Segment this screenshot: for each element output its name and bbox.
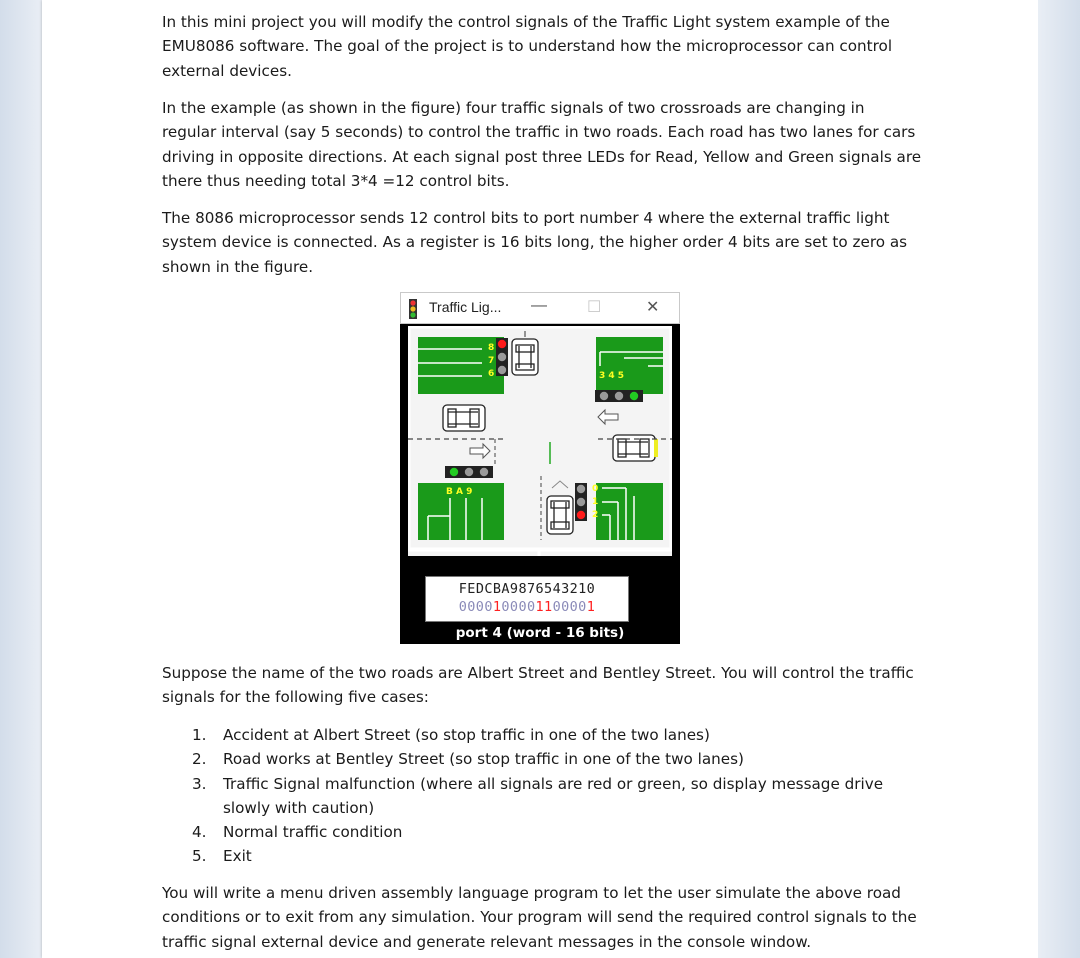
- close-button[interactable]: ✕: [646, 299, 660, 316]
- cases-list: [162, 723, 922, 869]
- bits-one: 1: [586, 599, 596, 615]
- bits-one: 1: [492, 599, 502, 615]
- list-text: Accident at Albert Street (so stop traffic in one of the two lanes): [223, 726, 710, 744]
- crossroad-scene: [408, 326, 672, 556]
- bits-zero: 0000: [501, 599, 536, 615]
- car-left: [443, 405, 485, 431]
- minimize-button[interactable]: —: [531, 297, 547, 314]
- traffic-light-window: [400, 292, 680, 644]
- list-text: Traffic Signal malfunction (where all signals are red or green, so display message drive slowly with caution): [223, 774, 884, 817]
- label-ba9: B A 9: [446, 487, 473, 497]
- list-item: [162, 844, 922, 868]
- label-0: 0: [592, 484, 599, 494]
- label-2: 2: [592, 510, 599, 520]
- signal-right-green: [630, 392, 638, 400]
- window-title: Traffic Lig...: [429, 299, 502, 315]
- signal-bottom-green: [577, 511, 585, 519]
- window-titlebar[interactable]: [400, 292, 680, 324]
- list-number: 3.: [192, 774, 207, 793]
- signal-bottom-red: [577, 485, 585, 493]
- list-item: [162, 820, 922, 844]
- roads-paragraph: Suppose the name of the two roads are Albert Street and Bentley Street. You will control the traffic signals for the following five cases:: [162, 664, 914, 707]
- signal-bottom-yellow: [577, 498, 585, 506]
- signal-left-green: [450, 468, 458, 476]
- bit-header: FEDCBA9876543210: [458, 581, 596, 597]
- car-top: [512, 339, 538, 375]
- port-bits-display: [425, 576, 629, 622]
- list-number: 5.: [192, 847, 207, 866]
- right-margin-bar: [1038, 0, 1080, 958]
- maximize-button[interactable]: ☐: [587, 299, 602, 316]
- list-text: Normal traffic condition: [223, 823, 403, 842]
- signal-left-red: [480, 468, 488, 476]
- program-paragraph: You will write a menu driven assembly language program to let the user simulate the above road conditions or to exit from any simulation. Your program will send the required control signals to the traffic signal external device and generate relevant messages in the console window.: [162, 884, 917, 951]
- label-6: 6: [488, 369, 495, 379]
- list-number: 4.: [192, 823, 207, 842]
- label-345: 3 4 5: [599, 371, 625, 381]
- traffic-light-icon: [407, 299, 419, 319]
- label-1: 1: [592, 497, 599, 507]
- list-item: [162, 772, 922, 821]
- label-8: 8: [488, 343, 495, 353]
- label-7: 7: [488, 356, 495, 366]
- signal-top-green: [498, 366, 506, 374]
- bit-values: [426, 599, 628, 615]
- car-bottom: [547, 496, 573, 534]
- bits-zero: 0000: [458, 599, 493, 615]
- bits-zero: 0000: [552, 599, 587, 615]
- signal-left-yellow: [465, 468, 473, 476]
- list-number: 1.: [192, 726, 207, 744]
- list-item: [162, 723, 922, 747]
- bits-one: 11: [535, 599, 553, 615]
- signal-right-yellow: [615, 392, 623, 400]
- list-number: 2.: [192, 750, 207, 769]
- list-text: Exit: [223, 847, 252, 866]
- example-paragraph: In the example (as shown in the figure) four traffic signals of two crossroads are changing in regular interval (say 5 seconds) to control the traffic in two roads. Each road has two lanes for cars driving in opposite directions. At each signal post three LEDs for Read, Yellow and Green signals are there thus needing total 3*4 =12 control bits.: [162, 99, 922, 190]
- signal-right-red: [600, 392, 608, 400]
- left-margin-bar: [0, 0, 42, 958]
- port-paragraph: The 8086 microprocessor sends 12 control bits to port number 4 where the external traffic light system device is connected. As a register is 16 bits long, the higher order 4 bits are set to zero as shown in the figure.: [162, 209, 908, 276]
- intro-paragraph: In this mini project you will modify the control signals of the Traffic Light system example of the EMU8086 software. The goal of the project is to understand how the microprocessor can control external devices.: [162, 13, 893, 80]
- grass-bottom-right: [596, 483, 663, 540]
- signal-top-yellow: [498, 353, 506, 361]
- signal-top-red: [498, 340, 506, 348]
- list-item: [162, 747, 922, 771]
- port-label: port 4 (word - 16 bits): [455, 625, 625, 641]
- list-text: Road works at Bentley Street (so stop traffic in one of the two lanes): [223, 750, 744, 769]
